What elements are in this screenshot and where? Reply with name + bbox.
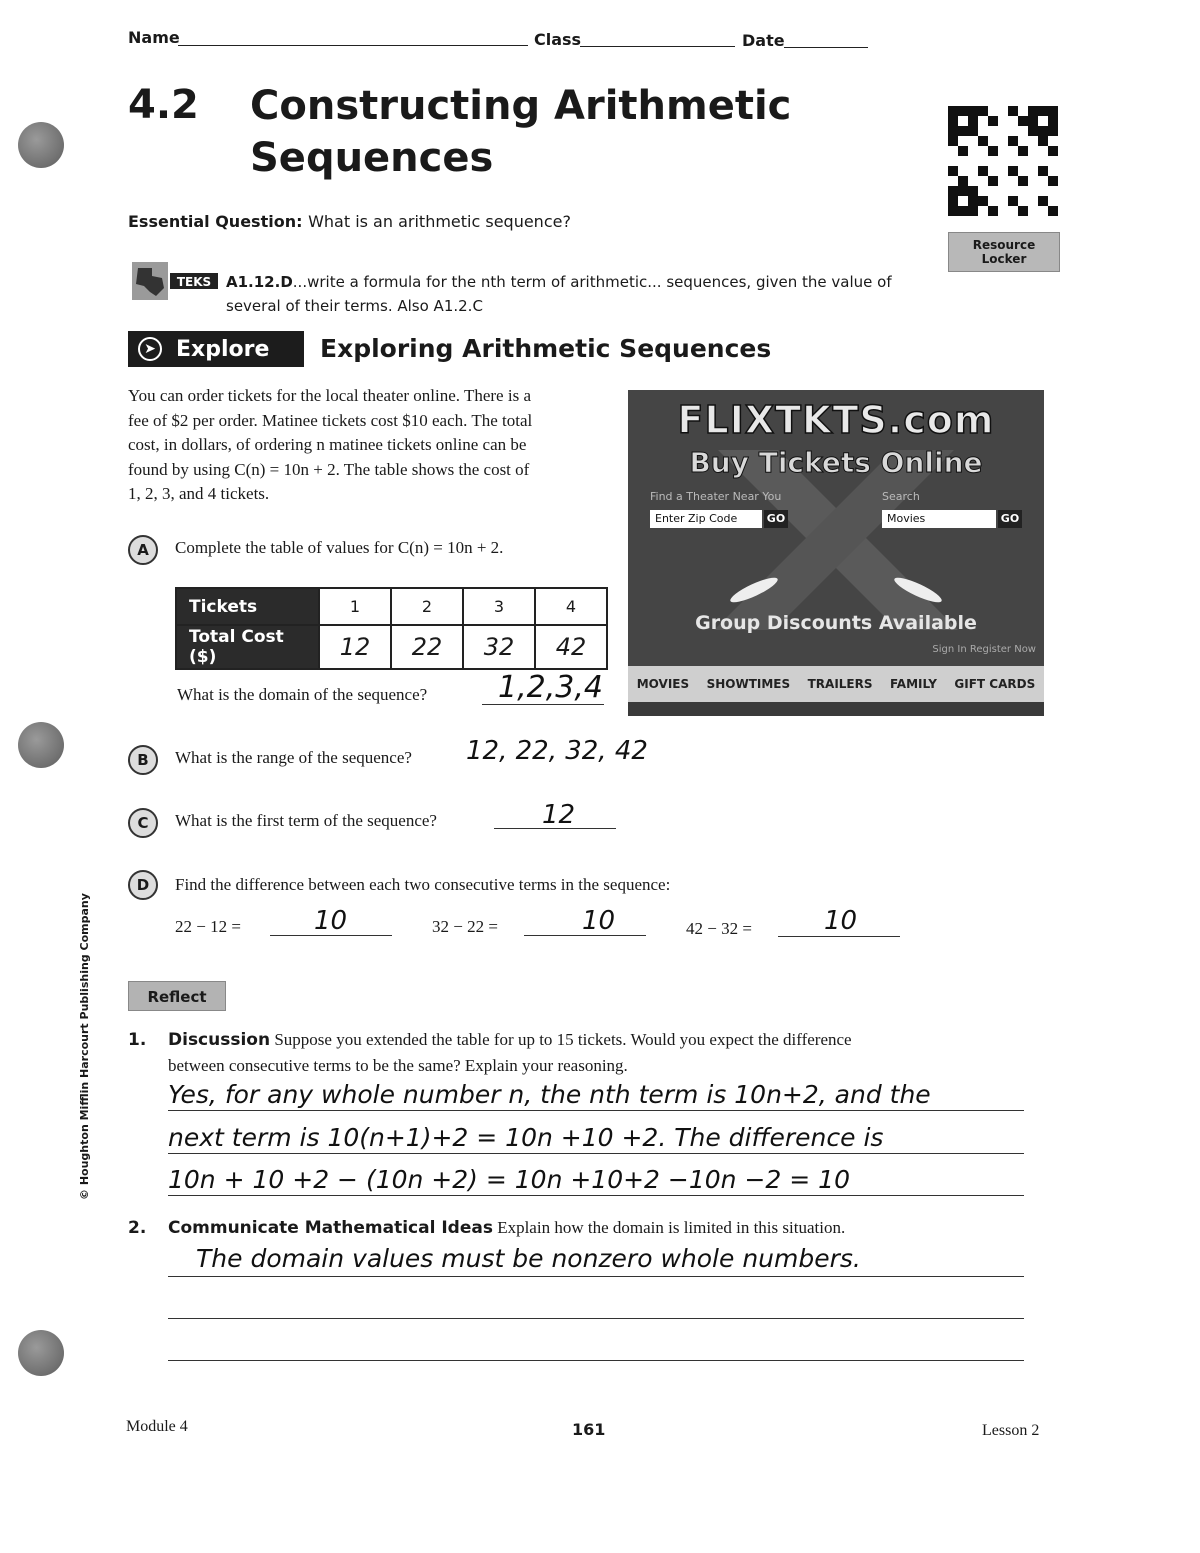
nav-movies[interactable]: MOVIES <box>636 677 690 691</box>
part-a-marker: A <box>128 535 158 565</box>
explore-bar <box>128 331 304 367</box>
copyright: © Houghton Mifflin Harcourt Publishing Company <box>78 893 91 1200</box>
tickets-cell: 4 <box>535 588 607 625</box>
explore-heading: Exploring Arithmetic Sequences <box>320 334 772 363</box>
q1-line1 <box>168 1030 852 1050</box>
nav-family[interactable]: FAMILY <box>889 677 937 691</box>
reflect-label: Reflect <box>128 981 226 1011</box>
resource-locker-label-2: Locker <box>981 252 1027 266</box>
search-label: Search <box>882 490 920 503</box>
range-answer[interactable]: 12, 22, 32, 42 <box>466 736 648 766</box>
find-theater-label: Find a Theater Near You <box>650 490 782 503</box>
resource-locker-button[interactable] <box>948 232 1060 272</box>
ad-nav <box>628 666 1044 702</box>
answer-line <box>168 1276 1024 1277</box>
class-label: Class <box>534 30 582 49</box>
group-discounts: Group Discounts Available <box>695 612 977 634</box>
teks-line1 <box>226 273 892 291</box>
teks-badge-label: TEKS <box>176 275 212 289</box>
zip-input[interactable]: Enter Zip Code <box>650 510 762 528</box>
q2-line <box>168 1218 845 1238</box>
q2-number: 2. <box>128 1218 147 1238</box>
lesson-number: 4.2 <box>128 82 199 128</box>
part-c-question: What is the first term of the sequence? <box>175 811 437 830</box>
diff-expr: 32 − 22 = <box>432 917 498 936</box>
answer-line <box>168 1110 1024 1111</box>
name-label: Name <box>128 28 180 47</box>
answer-line <box>168 1195 1024 1196</box>
teks-text-line2: several of their terms. Also A1.2.C <box>226 297 483 315</box>
essential-question-label: Essential Question: <box>128 212 303 231</box>
q2-heading: Communicate Mathematical Ideas <box>168 1218 493 1238</box>
intro-line: found by using C(n) = 10n + 2. The table shows the cost of <box>128 459 530 479</box>
answer-line <box>168 1153 1024 1154</box>
part-d-question: Find the difference between each two consecutive terms in the sequence: <box>175 875 671 894</box>
q1-answer-line3[interactable]: 10n + 10 +2 − (10n +2) = 10n +10+2 −10n −2 = 10 <box>168 1165 850 1194</box>
teks-text-line1: ...write a formula for the nth term of arithmetic... sequences, given the value of <box>292 273 892 291</box>
part-b-question: What is the range of the sequence? <box>175 748 412 767</box>
binder-hole <box>18 122 64 168</box>
footer-lesson: Lesson 2 <box>982 1422 1040 1439</box>
footer-module: Module 4 <box>126 1418 188 1435</box>
explore-label: Explore <box>176 336 270 362</box>
nav-gift-cards[interactable]: GIFT CARDS <box>954 677 1036 691</box>
compass-icon: ➤ <box>138 337 162 361</box>
diff-answer[interactable]: 10 <box>824 906 858 936</box>
intro-line: fee of $2 per order. Matinee tickets cost $10 each. The total <box>128 410 533 430</box>
ad-brand: FLIXTKTS.com <box>677 398 995 442</box>
intro-line: 1, 2, 3, and 4 tickets. <box>128 484 270 503</box>
texas-map-icon <box>132 262 220 300</box>
class-field[interactable] <box>580 46 735 47</box>
lesson-title-line2: Sequences <box>250 135 494 181</box>
tickets-header: Tickets <box>176 588 319 625</box>
nav-showtimes[interactable]: SHOWTIMES <box>706 677 791 691</box>
ad-footer-strip <box>628 702 1044 716</box>
intro-paragraph <box>128 384 608 507</box>
q2-text: Explain how the domain is limited in this situation. <box>497 1218 846 1237</box>
tickets-cell: 2 <box>391 588 463 625</box>
search-input[interactable]: Movies <box>882 510 996 528</box>
cost-cell[interactable]: 22 <box>391 625 463 669</box>
answer-line <box>168 1360 1024 1361</box>
zip-go-button[interactable]: GO <box>764 510 788 528</box>
part-c-marker: C <box>128 808 158 838</box>
binder-hole <box>18 722 64 768</box>
nav-trailers[interactable]: TRAILERS <box>807 677 873 691</box>
search-go-button[interactable]: GO <box>998 510 1022 528</box>
ticket-website-image <box>628 390 1044 716</box>
essential-question <box>128 212 571 231</box>
lesson-title-line1: Constructing Arithmetic <box>250 83 792 129</box>
q1-text-line2: between consecutive terms to be the same? Explain your reasoning. <box>168 1056 628 1075</box>
part-a-prompt: Complete the table of values for C(n) = 10n + 2. <box>175 538 504 557</box>
first-term-answer[interactable]: 12 <box>542 800 576 830</box>
ad-headline: Buy Tickets Online <box>689 446 983 479</box>
q1-answer-line1[interactable]: Yes, for any whole number n, the nth term is 10n+2, and the <box>168 1080 931 1109</box>
resource-locker-label-1: Resource <box>972 238 1036 252</box>
tickets-cell: 1 <box>319 588 391 625</box>
diff-answer[interactable]: 10 <box>314 906 348 936</box>
q1-number: 1. <box>128 1030 147 1050</box>
qr-code-icon[interactable] <box>948 106 1058 216</box>
total-cost-header: Total Cost ($) <box>176 625 319 669</box>
date-label: Date <box>742 31 785 50</box>
intro-line: cost, in dollars, of ordering n matinee tickets online can be <box>128 435 527 454</box>
diff-expr: 42 − 32 = <box>686 919 752 938</box>
diff-answer[interactable]: 10 <box>582 906 616 936</box>
domain-question: What is the domain of the sequence? <box>177 685 428 704</box>
cost-cell[interactable]: 12 <box>319 625 391 669</box>
values-table <box>175 587 608 670</box>
tickets-cell: 3 <box>463 588 535 625</box>
name-field[interactable] <box>178 45 528 46</box>
answer-line <box>168 1318 1024 1319</box>
part-d-marker: D <box>128 870 158 900</box>
q2-answer[interactable]: The domain values must be nonzero whole numbers. <box>196 1244 861 1273</box>
intro-line: You can order tickets for the local theater online. There is a <box>128 386 531 405</box>
table-row <box>176 625 607 669</box>
date-field[interactable] <box>784 47 868 48</box>
q1-heading: Discussion <box>168 1030 271 1050</box>
cost-cell[interactable]: 42 <box>535 625 607 669</box>
part-b-marker: B <box>128 745 158 775</box>
q1-text-line1: Suppose you extended the table for up to 15 tickets. Would you expect the difference <box>274 1030 852 1049</box>
q1-answer-line2[interactable]: next term is 10(n+1)+2 = 10n +10 +2. The difference is <box>168 1123 884 1152</box>
binder-hole <box>18 1330 64 1376</box>
essential-question-text: What is an arithmetic sequence? <box>308 212 571 231</box>
diff-expr: 22 − 12 = <box>175 917 241 936</box>
diff-line <box>778 936 900 937</box>
signin-links[interactable]: Sign In Register Now <box>932 644 1036 655</box>
page-number: 161 <box>572 1420 606 1439</box>
cost-cell[interactable]: 32 <box>463 625 535 669</box>
teks-code: A1.12.D <box>226 273 293 291</box>
table-row <box>176 588 607 625</box>
domain-answer[interactable]: 1,2,3,4 <box>498 670 603 705</box>
